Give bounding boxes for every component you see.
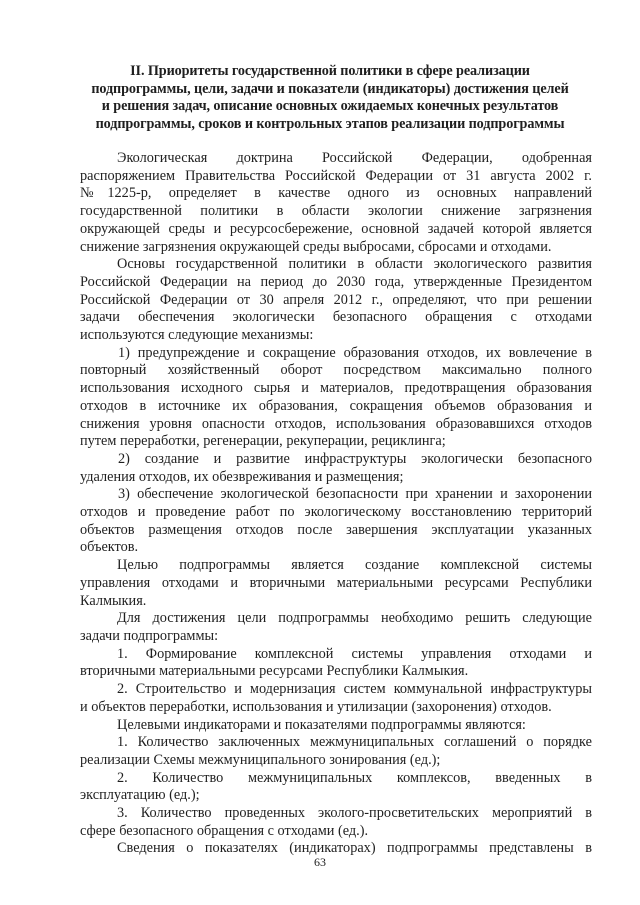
text-line: вторичными материальными ресурсами Республики Калмыкия.	[80, 663, 469, 680]
text-line: 3) обеспечение экологической безопасности при хранении и захоронении	[118, 486, 592, 503]
list-item-mechanism-2	[80, 451, 592, 486]
paragraph-indicators-intro	[80, 717, 592, 735]
section-heading	[80, 63, 580, 133]
heading-line: подпрограммы, цели, задачи и показатели (индикаторы) достижения целей	[91, 80, 569, 97]
list-item-indicator-2	[80, 770, 592, 805]
list-item-mechanism-3	[80, 486, 592, 557]
text-line: снижения уровня опасности отходов, использования образовавшихся отходов	[80, 415, 592, 432]
list-item-indicator-3	[80, 805, 592, 840]
text-line: Сведения о показателях (индикаторах) подпрограммы представлены в	[117, 840, 592, 857]
text-line: задачи обеспечения экологически безопасного обращения с отходами	[80, 309, 592, 326]
text-line: 2. Количество межмуниципальных комплексов, введенных в	[117, 769, 592, 786]
text-line: повторный хозяйственный оборот посредством максимально полного	[80, 362, 592, 379]
paragraph-tasks-intro	[80, 610, 592, 645]
text-line: управления отходами и вторичными материальными ресурсами Республики	[80, 574, 592, 591]
text-line: реализации Схемы межмуниципального зонирования (ед.);	[80, 751, 441, 768]
text-line: №1225-р, определяет в качестве одного из основных направлений	[80, 185, 592, 202]
text-line: Основы государственной политики в области экологического развития	[117, 256, 592, 273]
text-line: окружающей среды и ресурсосбережение, основной задачей которой является	[80, 220, 592, 237]
text-line: Калмыкия.	[80, 592, 147, 609]
text-line: Российской Федерации на период до 2030 года, утвержденные Президентом	[80, 273, 592, 290]
text-line: отходов и проведение работ по экологическому восстановлению территорий	[80, 504, 592, 521]
text-line: эксплуатацию (ед.);	[80, 787, 200, 804]
text-line: объектов.	[80, 539, 139, 556]
text-line: 1. Формирование комплексной системы управления отходами и	[117, 645, 592, 662]
list-item-task-2	[80, 681, 592, 716]
text-line: используются следующие механизмы:	[80, 327, 314, 344]
text-line: задачи подпрограммы:	[80, 627, 219, 644]
text-line: 1) предупреждение и сокращение образования отходов, их вовлечение в	[118, 344, 592, 361]
paragraph-policy-basics	[80, 256, 592, 345]
text-line: удаления отходов, их обезвреживания и размещения;	[80, 468, 404, 485]
text-line: снижение загрязнения окружающей среды выбросами, сбросами и отходами.	[80, 238, 552, 255]
heading-line: подпрограммы, сроков и контрольных этапов реализации подпрограммы	[95, 115, 565, 132]
text-line: Целью подпрограммы является создание комплексной системы	[117, 557, 592, 574]
text-line: объектов размещения отходов после завершения эксплуатации указанных	[80, 521, 592, 538]
paragraph-goal	[80, 557, 592, 610]
text-line: отходов в источнике их образования, сокращения объемов образования и	[80, 397, 592, 414]
list-item-indicator-1	[80, 734, 592, 769]
text-line: использования исходного сырья и материалов, предотвращения образования	[80, 380, 592, 397]
body-text	[80, 150, 592, 858]
text-line: распоряжением Правительства Российской Федерации от 31 августа 2002 г.	[80, 167, 592, 184]
text-line: Для достижения цели подпрограммы необходимо решить следующие	[117, 610, 592, 627]
text-line: Российской Федерации от 30 апреля 2012 г., определяют, что при решении	[80, 291, 592, 308]
text-line: и объектов переработки, использования и утилизации (захоронения) отходов.	[80, 698, 552, 715]
heading-line: II. Приоритеты государственной политики в сфере реализации	[130, 63, 530, 79]
text-line: Целевыми индикаторами и показателями подпрограммы являются:	[117, 716, 526, 733]
text-line: 3. Количество проведенных эколого-просветительских мероприятий в	[117, 805, 592, 822]
paragraph-ecological-doctrine	[80, 150, 592, 256]
heading-line: и решения задач, описание основных ожидаемых конечных результатов	[101, 98, 559, 115]
text-line: 1. Количество заключенных межмуниципальных соглашений о порядке	[117, 734, 592, 751]
list-item-task-1	[80, 646, 592, 681]
text-line: государственной политики в области экологии снижение загрязнения	[80, 203, 592, 220]
text-line: Экологическая доктрина Российской Федерации, одобренная	[117, 150, 592, 166]
text-line: путем переработки, регенерации, рекуперации, рециклинга;	[80, 433, 446, 450]
text-line: 2) создание и развитие инфраструктуры экологически безопасного	[118, 450, 592, 467]
page-number: 63	[314, 855, 326, 869]
text-line: 2. Строительство и модернизация систем коммунальной инфраструктуры	[117, 681, 592, 698]
list-item-mechanism-1	[80, 345, 592, 451]
text-line: сфере безопасного обращения с отходами (ед.).	[80, 822, 369, 839]
